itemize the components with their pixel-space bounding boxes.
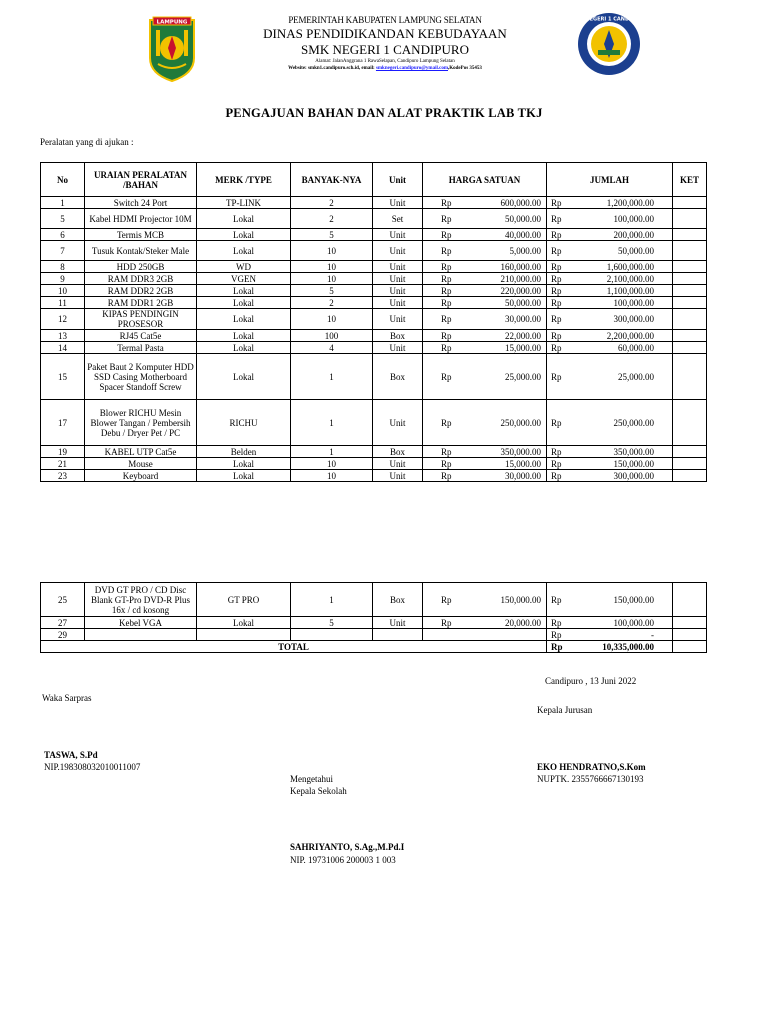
cell-price: Rp 20,000.00 — [423, 617, 547, 629]
cell-price: Rp 160,000.00 — [423, 261, 547, 273]
cell-unit: Unit — [373, 229, 423, 241]
cell-total: Rp 100,000.00 — [547, 617, 673, 629]
school-seal-logo — [571, 12, 647, 76]
cell-price: Rp 350,000.00 — [423, 446, 547, 458]
header-department: DINAS PENDIDIKANDAN KEBUDAYAAN — [263, 26, 507, 41]
cell-ket — [673, 354, 707, 400]
cell-qty: 1 — [291, 354, 373, 400]
table-row — [41, 229, 707, 241]
table-row — [41, 470, 707, 482]
cell-item: Mouse — [85, 458, 197, 470]
cell-no: 7 — [41, 241, 85, 261]
cell-ket — [673, 297, 707, 309]
table-row — [41, 629, 707, 641]
kajur-name: EKO HENDRATNO,S.Kom — [537, 762, 646, 772]
cell-unit: Unit — [373, 617, 423, 629]
cell-total: Rp 150,000.00 — [547, 458, 673, 470]
cell-unit: Unit — [373, 197, 423, 209]
cell-ket — [673, 261, 707, 273]
kepsek-nip: NIP. 19731006 200003 1 003 — [290, 855, 396, 865]
cell-qty: 2 — [291, 297, 373, 309]
cell-item: Switch 24 Port — [85, 197, 197, 209]
cell-no: 27 — [41, 617, 85, 629]
cell-unit: Unit — [373, 309, 423, 330]
cell-merk: GT PRO — [197, 583, 291, 617]
kajur-nip: NUPTK. 2355766667130193 — [537, 774, 644, 784]
cell-total: Rp 50,000.00 — [547, 241, 673, 261]
cell-total: Rp 60,000.00 — [547, 342, 673, 354]
header-government: PEMERINTAH KABUPATEN LAMPUNG SELATAN — [288, 15, 482, 25]
cell-item: Blower RICHU Mesin Blower Tangan / Pembersih Debu / Dryer Pet / PC — [85, 400, 197, 446]
cell-item: Termal Pasta — [85, 342, 197, 354]
table-row — [41, 354, 707, 400]
cell-no: 23 — [41, 470, 85, 482]
cell-item: KIPAS PENDINGIN PROSESOR — [85, 309, 197, 330]
cell-qty: 10 — [291, 241, 373, 261]
cell-item: Kebel VGA — [85, 617, 197, 629]
waka-title: Waka Sarpras — [42, 693, 92, 703]
cell-total: Rp 2,200,000.00 — [547, 330, 673, 342]
cell-qty: 5 — [291, 617, 373, 629]
cell-no: 12 — [41, 309, 85, 330]
cell-no: 11 — [41, 297, 85, 309]
cell-item: RAM DDR2 2GB — [85, 285, 197, 297]
cell-qty: 1 — [291, 446, 373, 458]
cell-ket — [673, 458, 707, 470]
cell-qty: 4 — [291, 342, 373, 354]
col-unit: Unit — [373, 163, 423, 197]
cell-ket — [673, 446, 707, 458]
cell-merk — [197, 629, 291, 641]
cell-unit: Unit — [373, 458, 423, 470]
total-label: TOTAL — [41, 641, 547, 653]
cell-merk: WD — [197, 261, 291, 273]
cell-price: Rp 15,000.00 — [423, 458, 547, 470]
intro-text: Peralatan yang di ajukan : — [40, 137, 134, 147]
cell-unit: Unit — [373, 342, 423, 354]
cell-ket — [673, 583, 707, 617]
cell-unit: Unit — [373, 241, 423, 261]
cell-price: Rp 150,000.00 — [423, 583, 547, 617]
cell-qty — [291, 629, 373, 641]
col-ket: KET — [673, 163, 707, 197]
cell-unit: Unit — [373, 273, 423, 285]
cell-item: Tusuk Kontak/Steker Male — [85, 241, 197, 261]
cell-ket — [673, 241, 707, 261]
place-date: Candipuro , 13 Juni 2022 — [545, 676, 637, 686]
table-row — [41, 400, 707, 446]
cell-merk: Lokal — [197, 297, 291, 309]
cell-price: Rp 600,000.00 — [423, 197, 547, 209]
cell-price: Rp 210,000.00 — [423, 273, 547, 285]
cell-ket — [673, 197, 707, 209]
cell-total: Rp 300,000.00 — [547, 309, 673, 330]
cell-qty: 2 — [291, 197, 373, 209]
cell-total: Rp 150,000.00 — [547, 583, 673, 617]
cell-qty: 10 — [291, 458, 373, 470]
cell-merk: Lokal — [197, 470, 291, 482]
cell-price: Rp 15,000.00 — [423, 342, 547, 354]
emblem-text: LAMPUNG — [156, 19, 188, 26]
cell-price: Rp 30,000.00 — [423, 470, 547, 482]
table-row — [41, 583, 707, 617]
cell-price: Rp 40,000.00 — [423, 229, 547, 241]
cell-price: Rp 250,000.00 — [423, 400, 547, 446]
kepsek-label-1: Mengetahui — [290, 774, 333, 784]
items-table — [40, 162, 707, 482]
cell-total: Rp 200,000.00 — [547, 229, 673, 241]
cell-no: 15 — [41, 354, 85, 400]
waka-name: TASWA, S.Pd — [44, 750, 98, 760]
cell-total: Rp 1,600,000.00 — [547, 261, 673, 273]
cell-item: HDD 250GB — [85, 261, 197, 273]
cell-ket — [673, 470, 707, 482]
cell-item: Keyboard — [85, 470, 197, 482]
cell-qty: 1 — [291, 583, 373, 617]
cell-unit: Unit — [373, 470, 423, 482]
cell-merk: TP-LINK — [197, 197, 291, 209]
cell-qty: 10 — [291, 273, 373, 285]
cell-unit: Unit — [373, 261, 423, 273]
table-row — [41, 261, 707, 273]
table-row — [41, 446, 707, 458]
cell-no: 25 — [41, 583, 85, 617]
total-amount-cell: Rp 10,335,000.00 — [547, 641, 673, 653]
kajur-title: Kepala Jurusan — [537, 705, 593, 715]
cell-item — [85, 629, 197, 641]
table-row — [41, 309, 707, 330]
cell-merk: Lokal — [197, 342, 291, 354]
cell-total: Rp 300,000.00 — [547, 470, 673, 482]
cell-item: KABEL UTP Cat5e — [85, 446, 197, 458]
cell-unit: Unit — [373, 285, 423, 297]
cell-merk: RICHU — [197, 400, 291, 446]
header-website: Website: smkn1.candipuro.sch.id, email: smknegeri.candipuro@ymail.com,KodePos 35453 — [288, 66, 482, 71]
cell-qty: 100 — [291, 330, 373, 342]
cell-ket — [673, 342, 707, 354]
cell-price — [423, 629, 547, 641]
cell-no: 14 — [41, 342, 85, 354]
cell-no: 1 — [41, 197, 85, 209]
cell-total: Rp - — [547, 629, 673, 641]
seal-text: SMK NEGERI 1 CANDIPURO — [571, 16, 647, 23]
col-no: No — [41, 163, 85, 197]
col-harga: HARGA SATUAN — [423, 163, 547, 197]
cell-merk: Belden — [197, 446, 291, 458]
cell-ket — [673, 229, 707, 241]
cell-unit: Unit — [373, 400, 423, 446]
cell-ket — [673, 309, 707, 330]
cell-item: RJ45 Cat5e — [85, 330, 197, 342]
cell-merk: Lokal — [197, 229, 291, 241]
table-row — [41, 330, 707, 342]
cell-ket — [673, 273, 707, 285]
cell-merk: Lokal — [197, 617, 291, 629]
cell-item: RAM DDR3 2GB — [85, 273, 197, 285]
kepsek-name: SAHRIYANTO, S.Ag.,M.Pd.I — [290, 842, 405, 852]
cell-price: Rp 50,000.00 — [423, 209, 547, 229]
cell-qty: 5 — [291, 229, 373, 241]
cell-no: 6 — [41, 229, 85, 241]
table-row — [41, 273, 707, 285]
cell-total: Rp 100,000.00 — [547, 297, 673, 309]
col-merk: MERK /TYPE — [197, 163, 291, 197]
cell-unit: Box — [373, 583, 423, 617]
cell-unit — [373, 629, 423, 641]
cell-item: Kabel HDMI Projector 10M — [85, 209, 197, 229]
table-row — [41, 342, 707, 354]
cell-ket — [673, 629, 707, 641]
total-amount: 10,335,000.00 — [602, 641, 654, 652]
cell-total: Rp 1,100,000.00 — [547, 285, 673, 297]
cell-qty: 2 — [291, 209, 373, 229]
cell-total: Rp 350,000.00 — [547, 446, 673, 458]
cell-qty: 10 — [291, 470, 373, 482]
cell-total: Rp 2,100,000.00 — [547, 273, 673, 285]
cell-ket — [673, 285, 707, 297]
cell-no: 9 — [41, 273, 85, 285]
cell-ket — [673, 617, 707, 629]
cell-no: 8 — [41, 261, 85, 273]
header-address: Alamat: JalanAnggrana 1 RawaSelapan, Candipuro Lampung Selatan — [315, 59, 455, 64]
cell-no: 5 — [41, 209, 85, 229]
lampung-emblem-logo — [148, 14, 196, 82]
cell-no: 10 — [41, 285, 85, 297]
cell-unit: Unit — [373, 297, 423, 309]
cell-merk: Lokal — [197, 330, 291, 342]
cell-qty: 10 — [291, 261, 373, 273]
table-row — [41, 617, 707, 629]
cell-ket — [673, 330, 707, 342]
cell-total: Rp 250,000.00 — [547, 400, 673, 446]
col-banyak: BANYAK-NYA — [291, 163, 373, 197]
cell-no: 17 — [41, 400, 85, 446]
cell-item: RAM DDR1 2GB — [85, 297, 197, 309]
cell-no: 29 — [41, 629, 85, 641]
table-row — [41, 285, 707, 297]
items-table-continued — [40, 582, 707, 653]
cell-merk: Lokal — [197, 309, 291, 330]
cell-price: Rp 30,000.00 — [423, 309, 547, 330]
cell-no: 21 — [41, 458, 85, 470]
email-link[interactable]: smknegeri.candipuro@ymail.com — [375, 66, 448, 71]
cell-price: Rp 220,000.00 — [423, 285, 547, 297]
cell-item: Termis MCB — [85, 229, 197, 241]
cell-no: 13 — [41, 330, 85, 342]
document-title: PENGAJUAN BAHAN DAN ALAT PRAKTIK LAB TKJ — [225, 106, 543, 120]
cell-price: Rp 50,000.00 — [423, 297, 547, 309]
table-row — [41, 209, 707, 229]
cell-no: 19 — [41, 446, 85, 458]
cell-ket — [673, 209, 707, 229]
cell-price: Rp 22,000.00 — [423, 330, 547, 342]
header-school: SMK NEGERI 1 CANDIPURO — [301, 42, 469, 57]
cell-price: Rp 5,000.00 — [423, 241, 547, 261]
cell-total: Rp 25,000.00 — [547, 354, 673, 400]
cell-merk: Lokal — [197, 241, 291, 261]
waka-nip: NIP.198308032010011007 — [44, 762, 141, 772]
cell-unit: Box — [373, 330, 423, 342]
cell-qty: 1 — [291, 400, 373, 446]
cell-merk: Lokal — [197, 458, 291, 470]
cell-unit: Set — [373, 209, 423, 229]
cell-unit: Box — [373, 446, 423, 458]
cell-ket — [673, 400, 707, 446]
table-row — [41, 241, 707, 261]
cell-unit: Box — [373, 354, 423, 400]
cell-qty: 5 — [291, 285, 373, 297]
table-row — [41, 297, 707, 309]
cell-item: DVD GT PRO / CD Disc Blank GT-Pro DVD-R Plus 16x / cd kosong — [85, 583, 197, 617]
col-jumlah: JUMLAH — [547, 163, 673, 197]
cell-merk: Lokal — [197, 285, 291, 297]
col-uraian: URAIAN PERALATAN /BAHAN — [85, 163, 197, 197]
kepsek-label-2: Kepala Sekolah — [290, 786, 347, 796]
cell-merk: Lokal — [197, 354, 291, 400]
cell-price: Rp 25,000.00 — [423, 354, 547, 400]
cell-merk: VGEN — [197, 273, 291, 285]
cell-total: Rp 100,000.00 — [547, 209, 673, 229]
cell-merk: Lokal — [197, 209, 291, 229]
cell-total: Rp 1,200,000.00 — [547, 197, 673, 209]
cell-item: Paket Baut 2 Komputer HDD SSD Casing Motherboard Spacer Standoff Screw — [85, 354, 197, 400]
cell-qty: 10 — [291, 309, 373, 330]
table-row — [41, 197, 707, 209]
table-row — [41, 458, 707, 470]
